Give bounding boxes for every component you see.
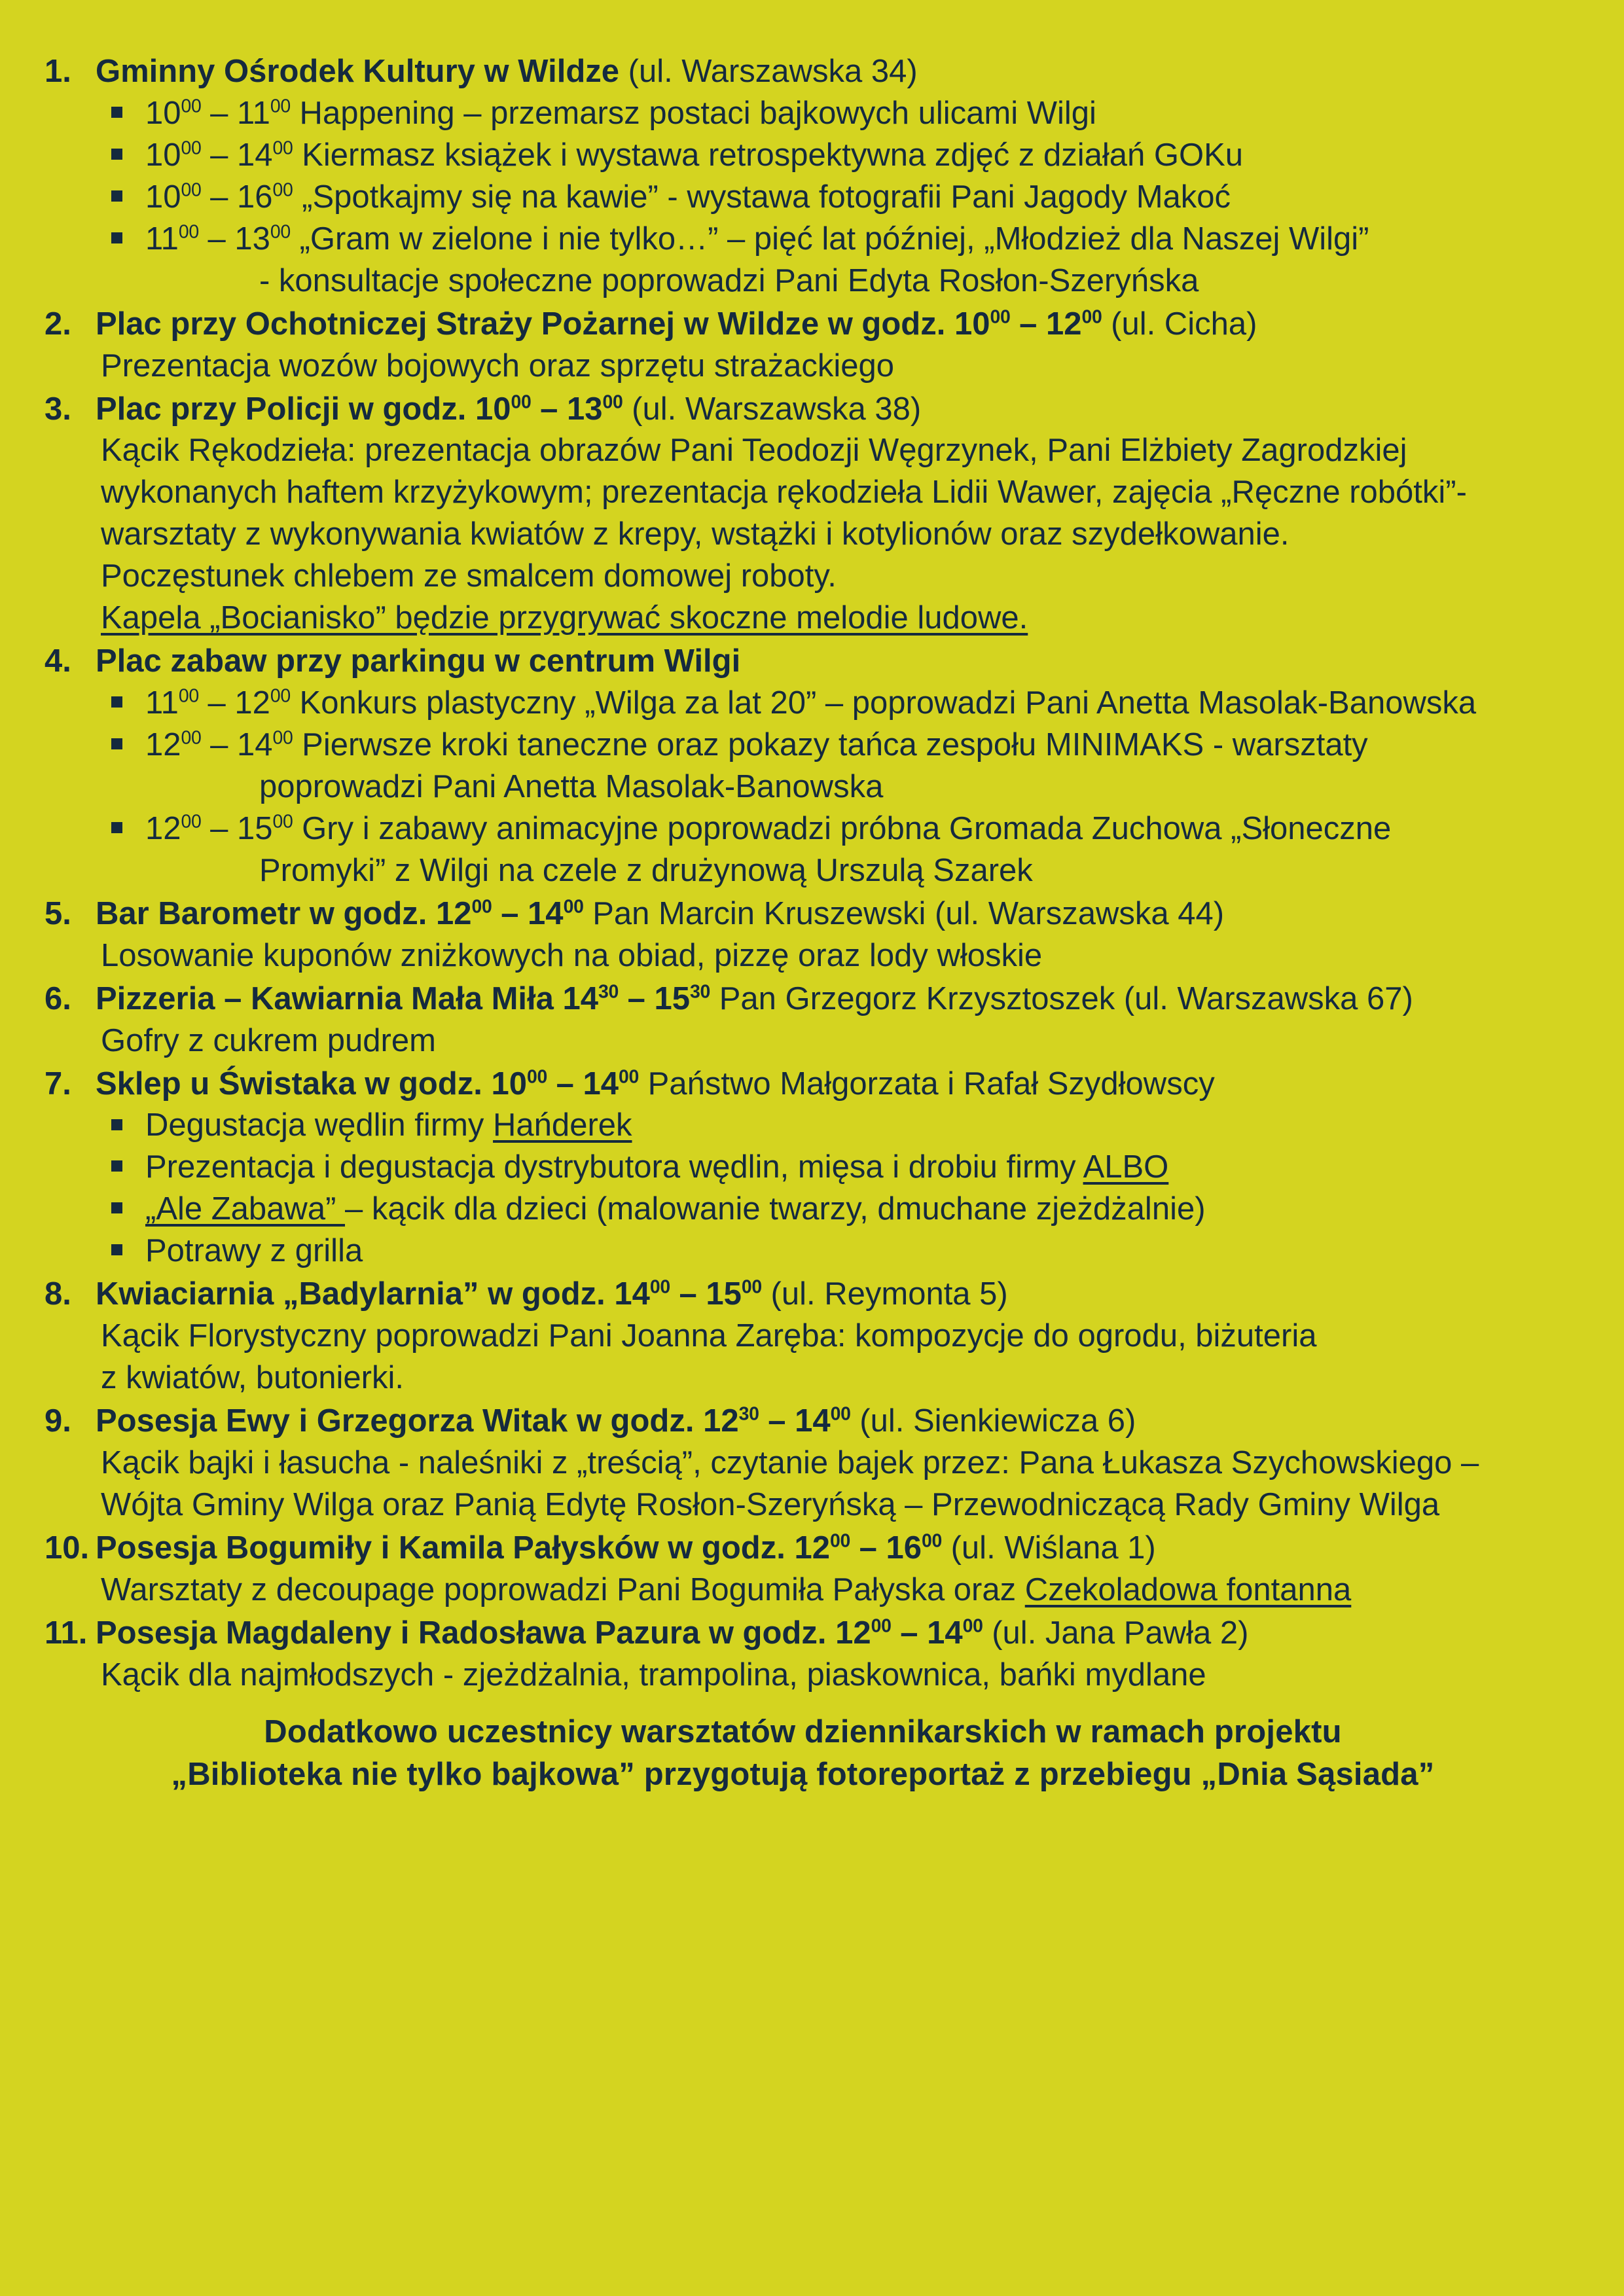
item-number: 6. bbox=[45, 980, 71, 1016]
item-title-suffix: Pan Marcin Kruszewski (ul. Warszawska 44) bbox=[583, 895, 1225, 931]
item-title bbox=[96, 1613, 1566, 1655]
sub-bullet bbox=[39, 725, 1566, 766]
item-heading bbox=[39, 893, 1566, 935]
time-superscript: 00 bbox=[829, 1530, 850, 1552]
item-number: 5. bbox=[45, 895, 71, 931]
item-body-line: Gofry z cukrem pudrem bbox=[101, 1022, 436, 1058]
item-title-suffix: (ul. Wiślana 1) bbox=[942, 1530, 1156, 1566]
program-item bbox=[39, 304, 1566, 387]
item-title-suffix: (ul. Cicha) bbox=[1102, 306, 1257, 342]
time-superscript: 00 bbox=[563, 896, 584, 918]
time-superscript: 00 bbox=[270, 96, 291, 117]
square-bullet-icon bbox=[111, 135, 145, 160]
time-range: $14^{30} - 15^{30}$ bbox=[562, 980, 711, 1016]
time-superscript: 00 bbox=[602, 391, 623, 413]
item-body-line: z kwiatów, butonierki. bbox=[101, 1360, 404, 1396]
item-heading bbox=[39, 1613, 1566, 1655]
program-list bbox=[39, 51, 1566, 1696]
time-superscript: 00 bbox=[181, 811, 202, 833]
item-title bbox=[96, 978, 1566, 1020]
time-superscript: 30 bbox=[598, 981, 619, 1003]
square-bullet-icon bbox=[111, 219, 145, 243]
sub-bullet-text: Degustacja wędlin firmy Hańderek bbox=[145, 1107, 632, 1143]
time-superscript: 00 bbox=[181, 727, 202, 749]
square-bullet-icon bbox=[111, 1105, 145, 1130]
program-item bbox=[39, 641, 1566, 892]
item-title-text: Pizzeria – Kawiarnia Mała Miła bbox=[96, 980, 563, 1016]
item-heading bbox=[39, 51, 1566, 93]
sub-bullet-continuation: Promyki” z Wilgi na czele z drużynową Urszulą Szarek bbox=[259, 852, 1033, 888]
item-title-text: Posesja Bogumiły i Kamila Pałysków w godz. bbox=[96, 1530, 795, 1566]
time-superscript: 30 bbox=[738, 1403, 759, 1425]
time-range: $10^{00} - 14^{00}$ bbox=[145, 137, 293, 173]
sub-bullet bbox=[39, 135, 1566, 177]
time-superscript: 00 bbox=[741, 1276, 762, 1298]
time-range: $11^{00} - 13^{00}$ bbox=[145, 221, 291, 257]
time-superscript: 00 bbox=[178, 221, 199, 243]
time-superscript: 00 bbox=[270, 221, 291, 243]
time-superscript: 00 bbox=[272, 179, 293, 201]
time-range: $10^{00} - 16^{00}$ bbox=[145, 179, 293, 215]
program-item bbox=[39, 893, 1566, 977]
item-body-line: warsztaty z wykonywania kwiatów z krepy, wstążki i kotylionów oraz szydełkowanie. bbox=[101, 516, 1290, 552]
item-title-text: Kwiaciarnia „Badylarnia” w godz. bbox=[96, 1276, 615, 1312]
item-title bbox=[96, 304, 1566, 346]
underlined-term: Czekoladowa fontanna bbox=[1024, 1571, 1352, 1607]
square-bullet-icon bbox=[111, 725, 145, 749]
program-item bbox=[39, 1613, 1566, 1696]
sub-bullet-text: $10^{00} - 11^{00}$ Happening – przemarsz postaci bajkowych ulicami Wilgi bbox=[145, 95, 1096, 131]
item-title-text: Gminny Ośrodek Kultury w Wildze bbox=[96, 54, 620, 89]
item-title-text: Bar Barometr w godz. bbox=[96, 895, 437, 931]
item-title-text: Plac przy Policji w godz. bbox=[96, 391, 475, 427]
item-heading bbox=[39, 1528, 1566, 1570]
time-superscript: 00 bbox=[181, 96, 202, 117]
item-title-text: Posesja Magdaleny i Radosława Pazura w godz. bbox=[96, 1615, 836, 1651]
sub-bullet bbox=[39, 1105, 1566, 1147]
square-bullet-icon bbox=[111, 683, 145, 708]
sub-bullet-text: Prezentacja i degustacja dystrybutora wędlin, mięsa i drobiu firmy ALBO bbox=[145, 1149, 1169, 1185]
sub-bullet bbox=[39, 1147, 1566, 1189]
footer-line-2: „Biblioteka nie tylko bajkowa” przygotują fotoreportaż z przebiegu „Dnia Sąsiada” bbox=[171, 1756, 1435, 1792]
item-body-line: Kącik Florystyczny poprowadzi Pani Joanna Zaręba: kompozycje do ogrodu, biżuteria bbox=[101, 1318, 1317, 1354]
time-superscript: 00 bbox=[272, 811, 293, 833]
item-title-suffix: (ul. Jana Pawła 2) bbox=[983, 1615, 1249, 1651]
time-superscript: 00 bbox=[178, 685, 199, 707]
item-title-suffix: (ul. Warszawska 38) bbox=[623, 391, 922, 427]
sub-bullet bbox=[39, 1230, 1566, 1272]
item-body-line: Prezentacja wozów bojowych oraz sprzętu strażackiego bbox=[101, 348, 894, 384]
time-superscript: 00 bbox=[619, 1066, 640, 1088]
footer-note bbox=[39, 1711, 1566, 1796]
sub-bullet bbox=[39, 1189, 1566, 1230]
time-range: $10^{00} - 14^{00}$ bbox=[491, 1066, 640, 1102]
time-superscript: 00 bbox=[272, 137, 293, 159]
time-superscript: 00 bbox=[830, 1403, 851, 1425]
program-item bbox=[39, 51, 1566, 302]
sub-bullet-text: $11^{00} - 12^{00}$ Konkurs plastyczny „Wilga za lat 20” – poprowadzi Pani Anetta Masolak-Banowska bbox=[145, 685, 1477, 721]
item-heading bbox=[39, 1274, 1566, 1316]
sub-bullet-text: $10^{00} - 14^{00}$ Kiermasz książek i wystawa retrospektywna zdjęć z działań GOKu bbox=[145, 137, 1244, 173]
time-superscript: 00 bbox=[181, 179, 202, 201]
time-range: $12^{00} - 14^{00}$ bbox=[145, 727, 293, 762]
time-superscript: 00 bbox=[962, 1615, 983, 1637]
item-title bbox=[96, 1528, 1566, 1570]
item-title-suffix: (ul. Warszawska 34) bbox=[619, 54, 918, 89]
underlined-term: Kapela „Bocianisko” będzie przygrywać skoczne melodie ludowe. bbox=[101, 600, 1028, 636]
item-title-suffix: Pan Grzegorz Krzysztoszek (ul. Warszawska 67) bbox=[710, 980, 1413, 1016]
item-body-line: wykonanych haftem krzyżykowym; prezentacja rękodzieła Lidii Wawer, zajęcia „Ręczne robótki”- bbox=[101, 475, 1467, 511]
item-number: 9. bbox=[45, 1403, 71, 1439]
item-body-line: Wójta Gminy Wilga oraz Panią Edytę Rosłon-Szeryńską – Przewodniczącą Rady Gminy Wilga bbox=[101, 1486, 1440, 1522]
item-title bbox=[96, 1274, 1566, 1316]
item-title-suffix: Państwo Małgorzata i Rafał Szydłowscy bbox=[639, 1066, 1215, 1102]
item-title bbox=[96, 1401, 1566, 1443]
item-title-text: Plac zabaw przy parkingu w centrum Wilgi bbox=[96, 643, 741, 679]
sub-bullet-list bbox=[39, 1105, 1566, 1272]
item-number: 7. bbox=[45, 1066, 71, 1102]
footer-line-1: Dodatkowo uczestnicy warsztatów dziennikarskich w ramach projektu bbox=[264, 1713, 1342, 1749]
program-item bbox=[39, 978, 1566, 1062]
time-superscript: 00 bbox=[990, 306, 1011, 328]
time-range: $12^{00} - 14^{00}$ bbox=[436, 895, 584, 931]
item-number: 3. bbox=[45, 391, 71, 427]
underlined-term: ALBO bbox=[1083, 1149, 1169, 1185]
item-title-text: Sklep u Świstaka w godz. bbox=[96, 1066, 492, 1102]
item-heading bbox=[39, 1401, 1566, 1443]
square-bullet-icon bbox=[111, 177, 145, 202]
sub-bullet bbox=[39, 93, 1566, 135]
sub-bullet-list bbox=[39, 683, 1566, 892]
program-item bbox=[39, 1064, 1566, 1273]
item-number: 8. bbox=[45, 1276, 71, 1312]
sub-bullet-text: „Ale Zabawa” – kącik dla dzieci (malowanie twarzy, dmuchane zjeżdżalnie) bbox=[145, 1191, 1206, 1227]
square-bullet-icon bbox=[111, 93, 145, 118]
time-range: $12^{00} - 16^{00}$ bbox=[794, 1530, 942, 1566]
item-title bbox=[96, 641, 1566, 683]
time-range: $10^{00} - 12^{00}$ bbox=[954, 306, 1102, 342]
time-superscript: 00 bbox=[272, 727, 293, 749]
square-bullet-icon bbox=[111, 1189, 145, 1213]
time-superscript: 00 bbox=[471, 896, 492, 918]
item-heading bbox=[39, 389, 1566, 431]
item-body-line: Poczęstunek chlebem ze smalcem domowej roboty. bbox=[101, 558, 837, 594]
item-number: 2. bbox=[45, 306, 71, 342]
time-superscript: 00 bbox=[649, 1276, 670, 1298]
sub-bullet-text: $11^{00} - 13^{00}$ „Gram w zielone i nie tylko…” – pięć lat później, „Młodzież dla Naszej Wilgi” bbox=[145, 221, 1369, 257]
time-superscript: 00 bbox=[270, 685, 291, 707]
item-body-line bbox=[39, 598, 1566, 639]
time-range: $10^{00} - 13^{00}$ bbox=[475, 391, 623, 427]
sub-bullet-continuation: poprowadzi Pani Anetta Masolak-Banowska bbox=[259, 768, 884, 804]
sub-bullet bbox=[39, 683, 1566, 725]
item-heading bbox=[39, 1064, 1566, 1105]
time-superscript: 00 bbox=[527, 1066, 548, 1088]
item-body-line: Warsztaty z decoupage poprowadzi Pani Bogumiła Pałyska oraz Czekoladowa fontanna bbox=[101, 1571, 1352, 1607]
program-item bbox=[39, 1401, 1566, 1526]
program-item bbox=[39, 389, 1566, 640]
square-bullet-icon bbox=[111, 1147, 145, 1172]
item-title-text: Plac przy Ochotniczej Straży Pożarnej w Wildze w godz. bbox=[96, 306, 954, 342]
sub-bullet bbox=[39, 808, 1566, 850]
item-title-text: Posesja Ewy i Grzegorza Witak w godz. bbox=[96, 1403, 704, 1439]
time-range: $11^{00} - 12^{00}$ bbox=[145, 685, 291, 721]
item-title-suffix: (ul. Sienkiewicza 6) bbox=[850, 1403, 1136, 1439]
item-heading bbox=[39, 304, 1566, 346]
time-range: $12^{00} - 14^{00}$ bbox=[835, 1615, 983, 1651]
sub-bullet-text: $12^{00} - 15^{00}$ Gry i zabawy animacyjne poprowadzi próbna Gromada Zuchowa „Słoneczne bbox=[145, 810, 1392, 846]
item-body-line: Kącik bajki i łasucha - naleśniki z „treścią”, czytanie bajek przez: Pana Łukasza Szychowskiego – bbox=[101, 1444, 1479, 1480]
underlined-term: „Ale Zabawa” bbox=[145, 1191, 346, 1227]
item-title bbox=[96, 389, 1566, 431]
time-range: $10^{00} - 11^{00}$ bbox=[145, 95, 291, 131]
item-heading bbox=[39, 978, 1566, 1020]
time-range: $12^{00} - 15^{00}$ bbox=[145, 810, 293, 846]
item-title bbox=[96, 51, 1566, 93]
item-body-line: Kącik dla najmłodszych - zjeżdżalnia, trampolina, piaskownica, bańki mydlane bbox=[101, 1657, 1206, 1693]
item-number: 4. bbox=[45, 643, 71, 679]
time-range: $12^{30} - 14^{00}$ bbox=[703, 1403, 851, 1439]
item-body-line: Losowanie kuponów zniżkowych na obiad, pizzę oraz lody włoskie bbox=[101, 937, 1043, 973]
time-superscript: 00 bbox=[921, 1530, 942, 1552]
sub-bullet bbox=[39, 219, 1566, 260]
sub-bullet bbox=[39, 177, 1566, 219]
time-superscript: 00 bbox=[1081, 306, 1102, 328]
item-number: 1. bbox=[45, 54, 71, 89]
item-title-suffix: (ul. Reymonta 5) bbox=[761, 1276, 1008, 1312]
time-range: $14^{00} - 15^{00}$ bbox=[614, 1276, 762, 1312]
item-title bbox=[96, 893, 1566, 935]
sub-bullet-list bbox=[39, 93, 1566, 302]
square-bullet-icon bbox=[111, 808, 145, 833]
sub-bullet-continuation: - konsultacje społeczne poprowadzi Pani Edyta Rosłon-Szeryńska bbox=[259, 262, 1199, 298]
time-superscript: 30 bbox=[690, 981, 711, 1003]
program-item bbox=[39, 1274, 1566, 1399]
item-number: 10. bbox=[45, 1530, 90, 1566]
sub-bullet-text: $12^{00} - 14^{00}$ Pierwsze kroki taneczne oraz pokazy tańca zespołu MINIMAKS - warsztaty bbox=[145, 727, 1368, 762]
sub-bullet-text: Potrawy z grilla bbox=[145, 1233, 363, 1269]
program-item bbox=[39, 1528, 1566, 1611]
time-superscript: 00 bbox=[871, 1615, 892, 1637]
item-title bbox=[96, 1064, 1566, 1105]
underlined-term: Hańderek bbox=[493, 1107, 632, 1143]
time-superscript: 00 bbox=[181, 137, 202, 159]
square-bullet-icon bbox=[111, 1230, 145, 1255]
item-body-line: Kącik Rękodzieła: prezentacja obrazów Pani Teodozji Węgrzynek, Pani Elżbiety Zagrodzkiej bbox=[101, 433, 1407, 469]
item-heading bbox=[39, 641, 1566, 683]
sub-bullet-text: $10^{00} - 16^{00}$ „Spotkajmy się na kawie” - wystawa fotografii Pani Jagody Makoć bbox=[145, 179, 1231, 215]
time-superscript: 00 bbox=[511, 391, 532, 413]
item-number: 11. bbox=[45, 1615, 88, 1651]
